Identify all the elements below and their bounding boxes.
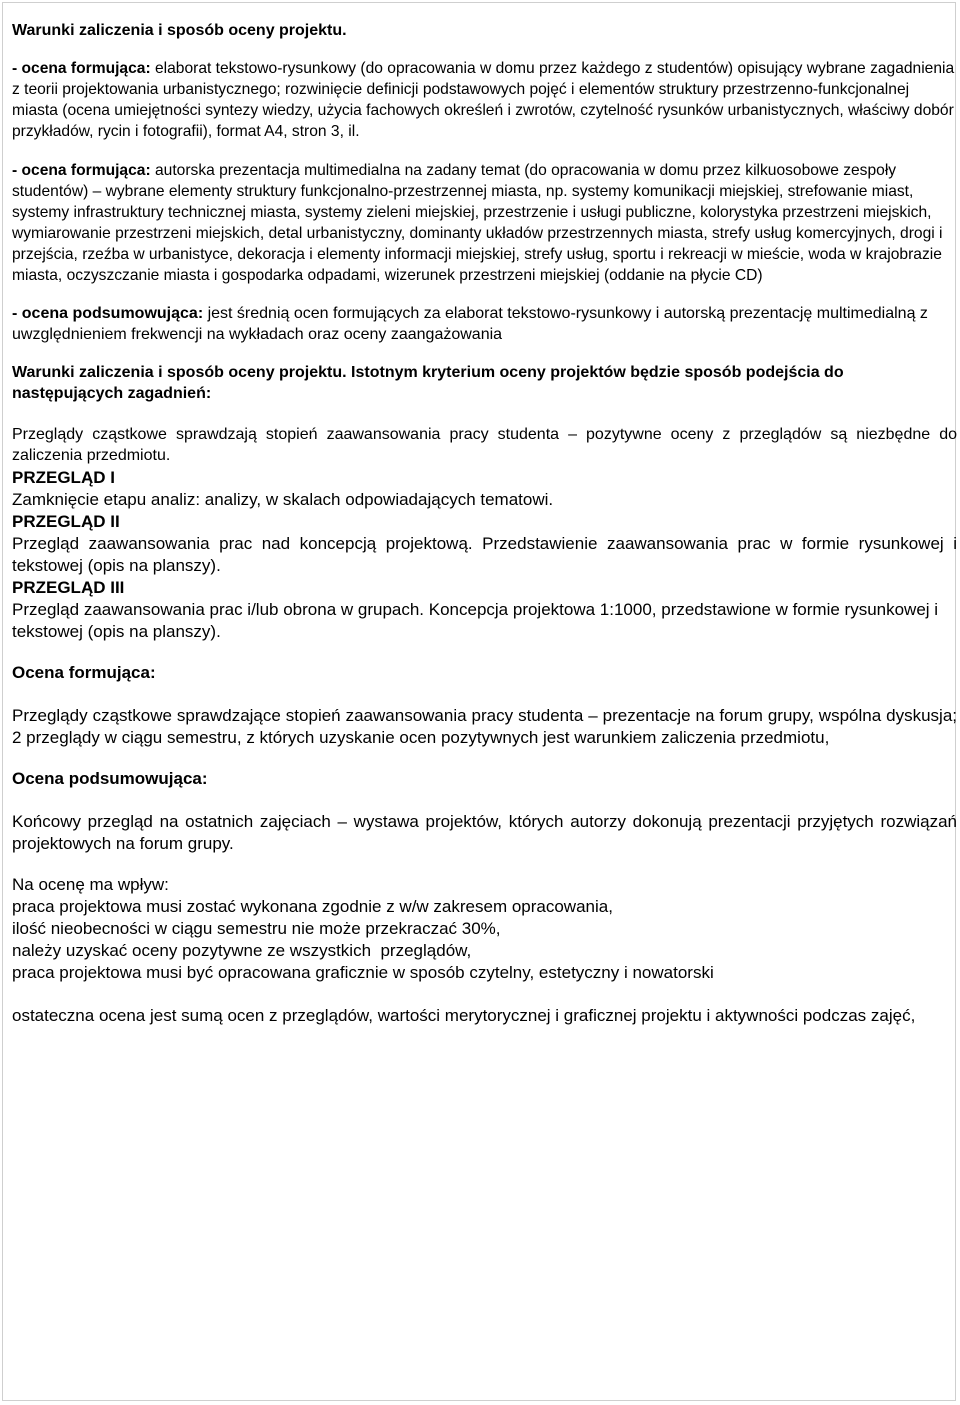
review-1-title: PRZEGLĄD I bbox=[12, 468, 115, 487]
document-content bbox=[12, 20, 957, 1027]
paragraph-text: elaborat tekstowo-rysunkowy (do opracowania w domu przez każdego z studentów) opisujący wybrane zagadnienia z teorii projektowania urbanistycznego; rozwinięcie definicji podstawowych pojęć i elementów struktury przestrzenno-funkcjonalnej miasta (ocena umiejętności syntezy wiedzy, użycia fachowych określeń i zwrotów, czytelność rysunków urbanistycznych, właściwy dobór przykładów, rycin i fotografii), format A4, stron 3, il. bbox=[12, 60, 955, 140]
summative-text: Końcowy przegląd na ostatnich zajęciach – wystawa projektów, których autorzy dokonują prezentacji przyjętych rozwiązań projektowych na forum grupy. bbox=[12, 812, 957, 853]
criteria-heading: Warunki zaliczenia i sposób oceny projektu. Istotnym kryterium oceny projektów będzie sposób podejścia do następujących zagadnień: bbox=[12, 364, 844, 402]
review-1-text: Zamknięcie etapu analiz: analizy, w skalach odpowiadających tematowi. bbox=[12, 490, 554, 509]
review-3-title: PRZEGLĄD III bbox=[12, 578, 125, 597]
influence-item: ilość nieobecności w ciągu semestru nie może przekraczać 30%, bbox=[12, 919, 501, 938]
review-2-text: Przegląd zaawansowania prac nad koncepcją projektową. Przedstawienie zaawansowania prac w formie rysunkowej i tekstowej (opis na planszy). bbox=[12, 534, 957, 575]
final-grade-note: ostateczna ocena jest sumą ocen z przeglądów, wartości merytorycznej i graficznej projektu i aktywności podczas zajęć, bbox=[12, 1006, 916, 1025]
review-2-title: PRZEGLĄD II bbox=[12, 512, 120, 531]
influence-heading: Na ocenę ma wpływ: bbox=[12, 875, 169, 894]
formative-assessment-paragraph-2 bbox=[12, 160, 957, 286]
summative-assessment-paragraph bbox=[12, 303, 957, 345]
formative-heading: Ocena formująca: bbox=[12, 663, 156, 682]
reviews-intro: Przeglądy cząstkowe sprawdzają stopień zaawansowania pracy studenta – pozytywne oceny z przeglądów są niezbędne do zaliczenia przedmiotu. bbox=[12, 426, 957, 464]
summative-label: - ocena podsumowująca: bbox=[12, 305, 204, 322]
document-title: Warunki zaliczenia i sposób oceny projektu. bbox=[12, 22, 347, 39]
review-3-text: Przegląd zaawansowania prac i/lub obrona w grupach. Koncepcja projektowa 1:1000, przedstawione w formie rysunkowej i tekstowej (opis na planszy). bbox=[12, 600, 939, 641]
influence-item: należy uzyskać oceny pozytywne ze wszystkich przeglądów, bbox=[12, 941, 472, 960]
formative-label: - ocena formująca: bbox=[12, 162, 151, 179]
influence-item: praca projektowa musi być opracowana graficznie w sposób czytelny, estetyczny i nowatorski bbox=[12, 963, 714, 982]
formative-label: - ocena formująca: bbox=[12, 60, 151, 77]
formative-text: Przeglądy cząstkowe sprawdzające stopień zaawansowania pracy studenta – prezentacje na forum grupy, wspólna dyskusja; 2 przeglądy w ciągu semestru, z których uzyskanie ocen pozytywnych jest warunkiem zaliczenia przedmiotu, bbox=[12, 706, 957, 747]
influence-section bbox=[12, 874, 957, 984]
formative-assessment-paragraph-1 bbox=[12, 58, 957, 142]
summative-heading: Ocena podsumowująca: bbox=[12, 769, 208, 788]
influence-item: praca projektowa musi zostać wykonana zgodnie z w/w zakresem opracowania, bbox=[12, 897, 613, 916]
paragraph-text: autorska prezentacja multimedialna na zadany temat (do opracowania w domu przez kilkuosobowe zespoły studentów) – wybrane elementy struktury funkcjonalno-przestrzennej miasta, np. systemy komunikacji miejskiej, strefowanie miast, systemy infrastruktury technicznej miasta, systemy zieleni miejskiej, przestrzenie i usługi publiczne, kolorystyka przestrzeni miejskich, wymiarowanie przestrzeni miejskich, detal urbanistyczny, dominanty układów przestrzennych miasta, strefy usług komercyjnych, drogi i przejścia, rzeźba w urbanistyce, dekoracja i elementy informacji miejskiej, strefy usług, sportu i rekreacji w mieście, woda w krajobrazie miasta, oczyszczanie miasta i gospodarka odpadami, wizerunek przestrzeni miejskiej (oddanie na płycie CD) bbox=[12, 162, 943, 284]
paragraph-text: jest średnią ocen formujących za elaborat tekstowo-rysunkowy i autorską prezentację multimedialną z uwzględnieniem frekwencji na wykładach oraz oceny zaangażowania bbox=[12, 305, 928, 343]
